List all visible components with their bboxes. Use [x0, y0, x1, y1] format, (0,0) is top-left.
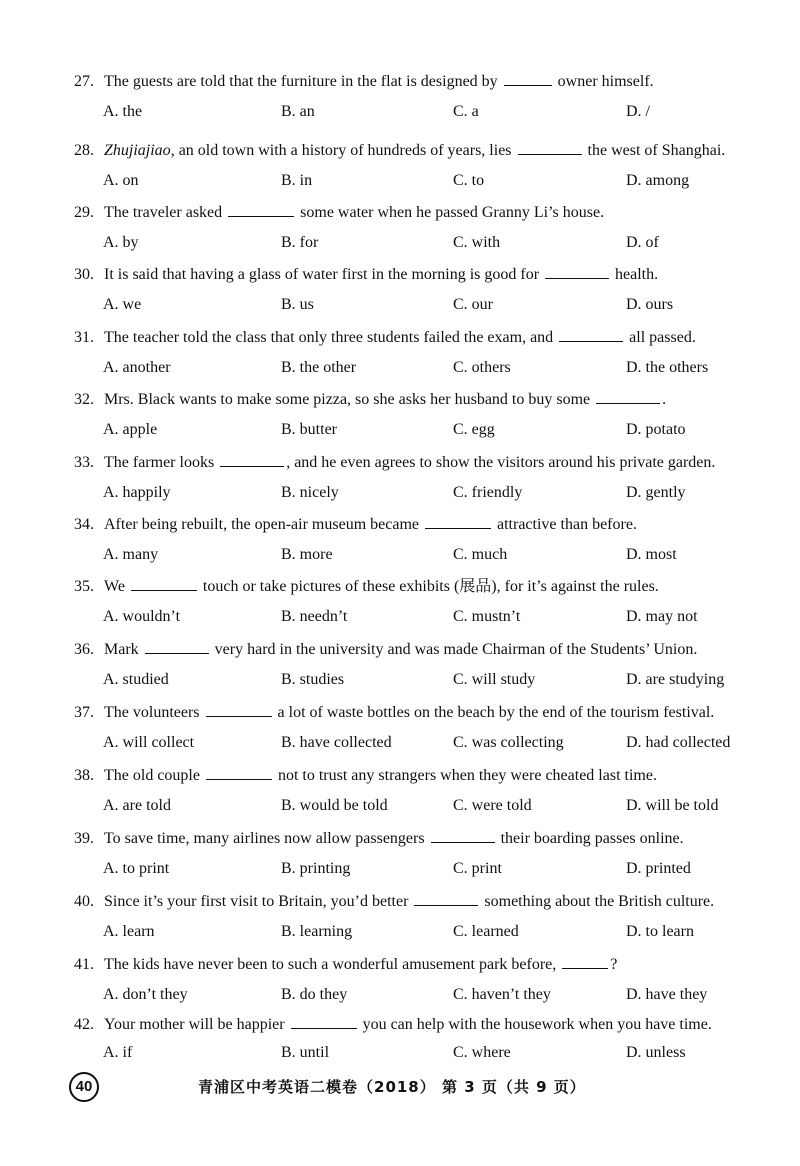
question-36 [0, 639, 800, 701]
option-b: B. printing [281, 860, 351, 877]
stem-text-before: Mark [104, 641, 139, 658]
option-c: C. where [453, 1044, 511, 1061]
option-d: D. to learn [626, 923, 694, 940]
option-d: D. will be told [626, 797, 719, 814]
option-c: C. mustn’t [453, 608, 521, 625]
option-b: B. learning [281, 923, 353, 940]
stem-text-after: you can help with the housework when you have time. [362, 1016, 712, 1033]
option-b: B. until [281, 1044, 330, 1061]
question-stem [74, 452, 774, 473]
page-number-badge: 40 [69, 1072, 99, 1102]
option-d: D. printed [626, 860, 691, 877]
question-stem [74, 954, 774, 975]
question-30 [0, 264, 800, 326]
stem-text-after: touch or take pictures of these exhibits (展品), for it’s against the rules. [202, 578, 659, 595]
question-33 [0, 452, 800, 514]
stem-text-after: very hard in the university and was made Chairman of the Students’ Union. [214, 641, 698, 658]
answer-blank [559, 327, 623, 342]
option-c: C. learned [453, 923, 519, 940]
option-a: A. we [103, 296, 142, 313]
footer-text: 青浦区中考英语二模卷（2018） 第 3 页（共 9 页） [198, 1078, 586, 1096]
stem-text-before: , an old town with a history of hundreds of years, lies [170, 142, 512, 159]
option-d: D. potato [626, 421, 686, 438]
stem-text-before: The farmer looks [104, 454, 215, 471]
question-number: 29. [74, 204, 94, 221]
answer-blank [504, 71, 552, 86]
question-number: 39. [74, 830, 94, 847]
stem-text-after: owner himself. [557, 73, 654, 90]
question-stem [74, 1014, 774, 1035]
question-39 [0, 828, 800, 890]
answer-blank [131, 576, 197, 591]
option-a: A. apple [103, 421, 158, 438]
question-32 [0, 389, 800, 451]
option-a: A. studied [103, 671, 169, 688]
option-d: D. most [626, 546, 677, 563]
stem-text-after: some water when he passed Granny Li’s house. [300, 204, 605, 221]
stem-text-after: the west of Shanghai. [587, 142, 726, 159]
stem-text-before: The volunteers [104, 704, 200, 721]
option-b: B. have collected [281, 734, 392, 751]
option-c: C. haven’t they [453, 986, 551, 1003]
question-stem [74, 264, 774, 285]
option-c: C. friendly [453, 484, 523, 501]
answer-blank [596, 389, 660, 404]
option-d: D. are studying [626, 671, 725, 688]
answer-blank [431, 828, 495, 843]
option-d: D. ours [626, 296, 674, 313]
option-b: B. an [281, 103, 315, 120]
stem-text-after: attractive than before. [497, 516, 637, 533]
option-a: A. will collect [103, 734, 195, 751]
question-40 [0, 891, 800, 953]
option-c: C. to [453, 172, 485, 189]
question-stem [74, 389, 774, 410]
stem-text-after: their boarding passes online. [500, 830, 684, 847]
option-b: B. do they [281, 986, 348, 1003]
stem-text-before: It is said that having a glass of water first in the morning is good for [104, 266, 540, 283]
question-stem [74, 327, 774, 348]
option-d: D. / [626, 103, 650, 120]
option-a: A. don’t they [103, 986, 188, 1003]
answer-blank [220, 452, 284, 467]
question-number: 32. [74, 391, 94, 408]
option-a: A. to print [103, 860, 170, 877]
option-d: D. the others [626, 359, 709, 376]
stem-text-before: The traveler asked [104, 204, 223, 221]
question-number: 30. [74, 266, 94, 283]
option-b: B. butter [281, 421, 337, 438]
stem-text-before: After being rebuilt, the open-air museum became [104, 516, 419, 533]
answer-blank [145, 639, 209, 654]
stem-text-after: ? [610, 956, 618, 973]
question-stem [74, 639, 774, 660]
question-number: 35. [74, 578, 94, 595]
answer-blank [291, 1014, 357, 1029]
answer-blank [425, 514, 491, 529]
option-c: C. egg [453, 421, 495, 438]
option-d: D. gently [626, 484, 686, 501]
option-d: D. unless [626, 1044, 686, 1061]
option-b: B. in [281, 172, 313, 189]
option-c: C. others [453, 359, 511, 376]
option-d: D. have they [626, 986, 708, 1003]
option-a: A. wouldn’t [103, 608, 181, 625]
option-a: A. happily [103, 484, 171, 501]
question-stem [74, 576, 774, 597]
option-c: C. a [453, 103, 479, 120]
question-37 [0, 702, 800, 764]
question-stem [74, 514, 774, 535]
option-a: A. another [103, 359, 171, 376]
question-31 [0, 327, 800, 389]
stem-text-before: The guests are told that the furniture in the flat is designed by [104, 73, 498, 90]
option-a: A. the [103, 103, 143, 120]
question-number: 36. [74, 641, 94, 658]
stem-text-before: Since it’s your first visit to Britain, you’d better [104, 893, 409, 910]
question-stem [74, 702, 774, 723]
stem-text-after: a lot of waste bottles on the beach by the end of the tourism festival. [277, 704, 715, 721]
answer-blank [518, 140, 582, 155]
answer-blank [414, 891, 478, 906]
option-d: D. among [626, 172, 690, 189]
question-stem [74, 891, 774, 912]
question-number: 38. [74, 767, 94, 784]
question-27 [0, 71, 800, 133]
option-b: B. studies [281, 671, 345, 688]
question-number: 34. [74, 516, 94, 533]
question-number: 31. [74, 329, 94, 346]
question-stem [74, 202, 774, 223]
page-footer [0, 1072, 800, 1102]
question-41 [0, 954, 800, 1016]
option-b: B. for [281, 234, 319, 251]
answer-blank [545, 264, 609, 279]
option-c: C. much [453, 546, 508, 563]
stem-text-before: The old couple [104, 767, 200, 784]
stem-text-before: Your mother will be happier [104, 1016, 285, 1033]
question-number: 28. [74, 142, 94, 159]
question-stem [74, 71, 774, 92]
option-b: B. the other [281, 359, 357, 376]
answer-blank [206, 765, 272, 780]
option-a: A. many [103, 546, 159, 563]
option-b: B. nicely [281, 484, 339, 501]
question-42 [0, 1014, 800, 1076]
option-d: D. had collected [626, 734, 731, 751]
question-number: 41. [74, 956, 94, 973]
option-c: C. with [453, 234, 501, 251]
question-28 [0, 140, 800, 202]
question-number: 33. [74, 454, 94, 471]
option-b: B. us [281, 296, 314, 313]
question-stem [74, 828, 774, 849]
answer-blank [206, 702, 272, 717]
option-a: A. if [103, 1044, 133, 1061]
stem-text-before: Mrs. Black wants to make some pizza, so she asks her husband to buy some [104, 391, 591, 408]
option-d: D. may not [626, 608, 698, 625]
question-29 [0, 202, 800, 264]
question-number: 37. [74, 704, 94, 721]
option-b: B. more [281, 546, 333, 563]
option-d: D. of [626, 234, 659, 251]
option-c: C. will study [453, 671, 536, 688]
stem-text-before: To save time, many airlines now allow passengers [104, 830, 425, 847]
question-stem [74, 140, 774, 161]
stem-text-after: . [662, 391, 667, 408]
question-number: 40. [74, 893, 94, 910]
stem-text-after: something about the British culture. [484, 893, 715, 910]
answer-blank [562, 954, 608, 969]
option-a: A. on [103, 172, 139, 189]
option-c: C. was collecting [453, 734, 564, 751]
stem-text-after: , and he even agrees to show the visitors around his private garden. [286, 454, 716, 471]
answer-blank [228, 202, 294, 217]
stem-text-after: all passed. [629, 329, 696, 346]
stem-text-before: The kids have never been to such a wonderful amusement park before, [104, 956, 557, 973]
question-number: 42. [74, 1016, 94, 1033]
stem-text-after: not to trust any strangers when they were cheated last time. [277, 767, 657, 784]
option-b: B. would be told [281, 797, 388, 814]
question-stem [74, 765, 774, 786]
option-c: C. print [453, 860, 502, 877]
stem-text-before-italic: Zhujiajiao [104, 142, 171, 159]
option-a: A. are told [103, 797, 171, 814]
stem-text-before: The teacher told the class that only three students failed the exam, and [104, 329, 554, 346]
option-a: A. by [103, 234, 139, 251]
question-35 [0, 576, 800, 638]
question-number: 27. [74, 73, 94, 90]
option-b: B. needn’t [281, 608, 348, 625]
option-c: C. our [453, 296, 493, 313]
option-a: A. learn [103, 923, 155, 940]
question-34 [0, 514, 800, 576]
option-c: C. were told [453, 797, 532, 814]
stem-text-after: health. [615, 266, 659, 283]
stem-text-before: We [104, 578, 125, 595]
question-38 [0, 765, 800, 827]
